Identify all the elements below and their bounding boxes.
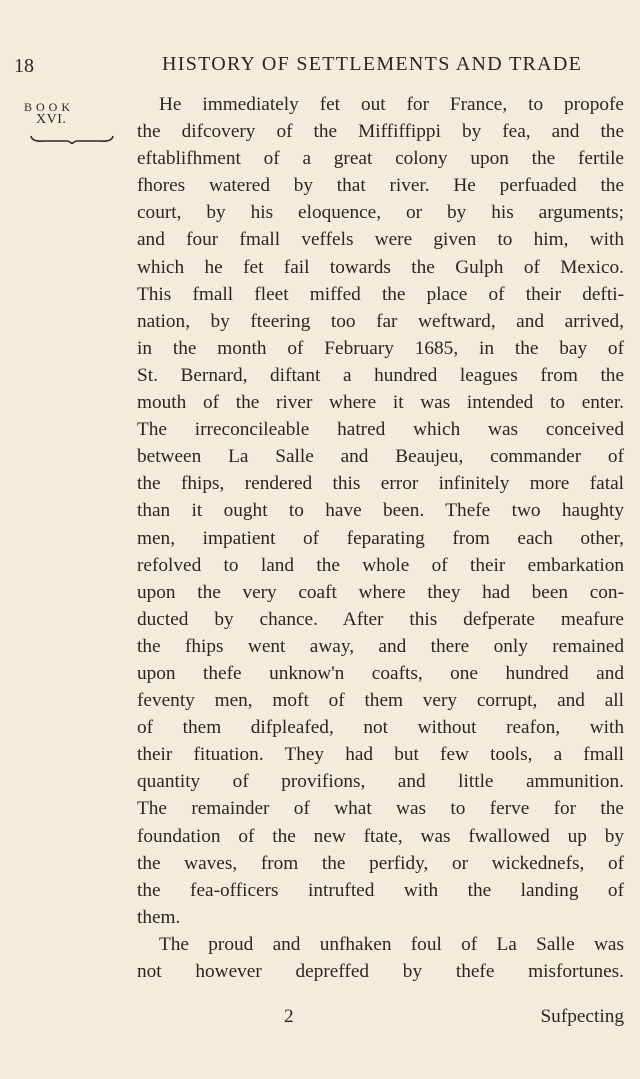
book-label: BOOK: [24, 100, 75, 114]
text-line: the waves, from the perfidy, or wickednefs, of: [137, 852, 624, 874]
text-line: them.: [137, 906, 181, 928]
text-line: The remainder of what was to ferve for the: [137, 798, 624, 820]
text-line: feventy men, moft of them very corrupt, and all: [137, 690, 624, 712]
text-line: St. Bernard, diftant a hundred leagues from the: [137, 364, 624, 386]
text-line: The proud and unfhaken foul of La Salle was: [159, 933, 624, 955]
book-number: XVI.: [36, 112, 67, 127]
margin-note: [24, 100, 136, 144]
text-line: the fhips went away, and there only remained: [137, 635, 624, 657]
text-body: [137, 91, 624, 985]
text-line: He immediately fet out for France, to propofe: [159, 94, 624, 115]
text-line: refolved to land the whole of their embarkation: [137, 554, 624, 576]
catchword: Sufpecting: [540, 1006, 624, 1027]
text-line: than it ought to have been. Thefe two haughty: [137, 500, 624, 522]
text-line: men, impatient of feparating from each other,: [137, 527, 624, 549]
text-line: upon the very coaft where they had been con-: [137, 581, 624, 603]
text-line: their fituation. They had but few tools, a fmall: [137, 744, 624, 766]
text-line: and four fmall veffels were given to him, with: [137, 229, 624, 251]
text-line: of them difpleafed, not without reafon, with: [137, 717, 624, 739]
text-line: eftablifhment of a great colony upon the fertile: [137, 148, 624, 170]
text-line: between La Salle and Beaujeu, commander of: [137, 446, 624, 468]
text-line: the fhips, rendered this error infinitely more fatal: [137, 473, 624, 495]
text-line: the fea-officers intrufted with the landing of: [137, 879, 624, 901]
footer-catchline: [137, 1006, 624, 1033]
page-number: 18: [14, 55, 34, 77]
running-head: HISTORY OF SETTLEMENTS AND TRADE: [162, 53, 583, 75]
text-line: which he fet fail towards the Gulph of Mexico.: [137, 256, 624, 278]
text-line: fhores watered by that river. He perfuaded the: [137, 175, 624, 197]
text-line: The irreconcileable hatred which was conceived: [137, 419, 624, 441]
text-line: quantity of provifions, and little ammunition.: [137, 771, 624, 793]
text-line: This fmall fleet miffed the place of their defti-: [137, 283, 624, 305]
text-line: ducted by chance. After this defperate meafure: [137, 608, 624, 630]
text-line: nation, by fteering too far weftward, and arrived,: [137, 310, 624, 332]
text-line: court, by his eloquence, or by his arguments;: [137, 202, 624, 224]
text-line: foundation of the new ftate, was fwallowed up by: [137, 825, 624, 847]
text-line: the difcovery of the Miffiffippi by fea, and the: [137, 121, 624, 143]
signature-mark: 2: [284, 1006, 294, 1027]
text-line: upon thefe unknow'n coafts, one hundred and: [137, 662, 624, 684]
text-line: in the month of February 1685, in the bay of: [137, 337, 624, 359]
text-line: not however depreffed by thefe misfortunes.: [137, 961, 624, 982]
text-line: mouth of the river where it was intended to enter.: [137, 392, 624, 414]
brace-ornament: [30, 134, 114, 144]
